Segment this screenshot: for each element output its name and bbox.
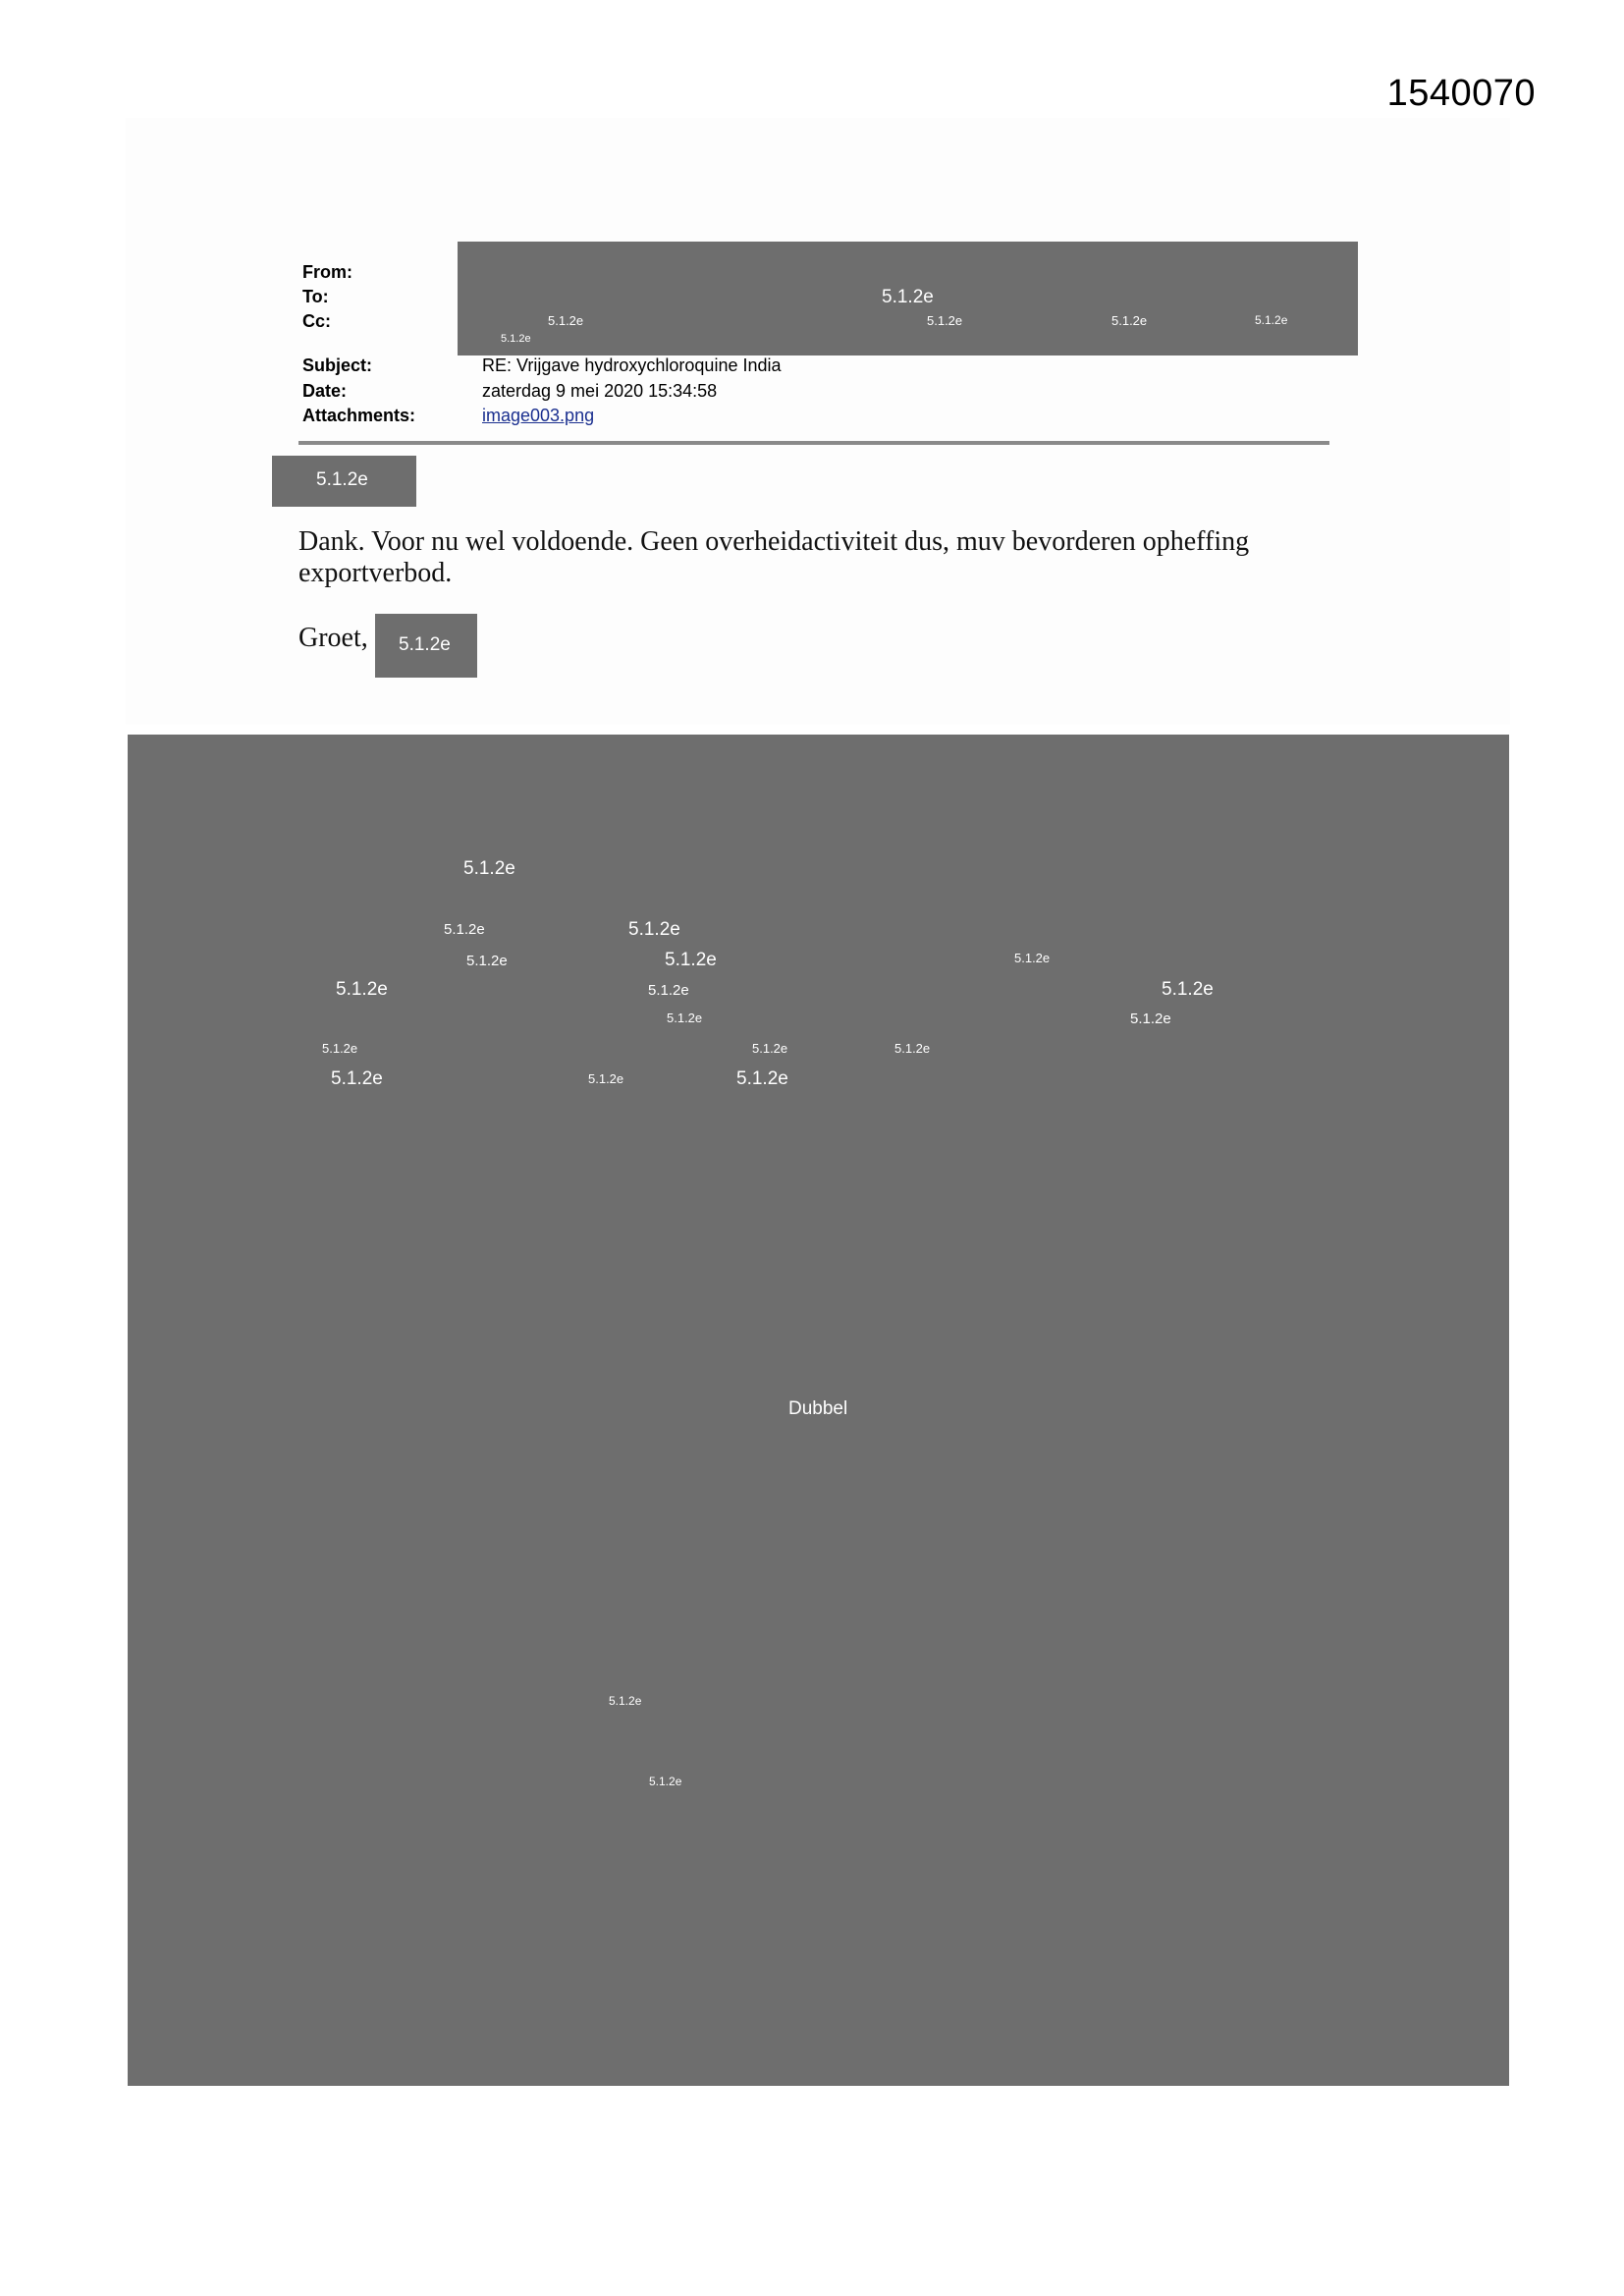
redaction-code: 5.1.2e bbox=[1255, 313, 1288, 327]
redaction-code: 5.1.2e bbox=[1162, 979, 1214, 1000]
image-redaction bbox=[128, 735, 1509, 2086]
redaction-code: 5.1.2e bbox=[331, 1068, 383, 1089]
recipients-redaction bbox=[458, 242, 1358, 355]
redaction-code: 5.1.2e bbox=[548, 313, 584, 328]
to-label: To: bbox=[302, 287, 329, 306]
subject-value: RE: Vrijgave hydroxychloroquine India bbox=[482, 355, 782, 375]
date-value: zaterdag 9 mei 2020 15:34:58 bbox=[482, 381, 718, 401]
redaction-code: 5.1.2e bbox=[588, 1071, 624, 1086]
date-label: Date: bbox=[302, 381, 348, 401]
document-number: 1540070 bbox=[1386, 73, 1536, 114]
redaction-code: 5.1.2e bbox=[444, 921, 485, 938]
header-divider bbox=[298, 441, 1329, 445]
subject-label: Subject: bbox=[302, 355, 373, 375]
redaction-code: 5.1.2e bbox=[649, 1775, 682, 1788]
redaction-label-dubbel: Dubbel bbox=[788, 1398, 848, 1419]
from-label: From: bbox=[302, 262, 352, 282]
message-text: Dank. Voor nu wel voldoende. Geen overheidactiviteit dus, muv bevorderen opheffing exportverbod. bbox=[298, 526, 1250, 588]
redaction-code: 5.1.2e bbox=[667, 1011, 703, 1025]
attachments-label: Attachments: bbox=[302, 406, 416, 425]
redaction-code: 5.1.2e bbox=[466, 953, 508, 969]
redaction-code: 5.1.2e bbox=[628, 919, 680, 940]
redaction-code: 5.1.2e bbox=[1130, 1011, 1171, 1027]
closing-text: Groet, bbox=[298, 623, 368, 653]
redaction-code: 5.1.2e bbox=[316, 469, 368, 490]
attachment-link[interactable]: image003.png bbox=[482, 406, 595, 425]
redaction-code: 5.1.2e bbox=[927, 313, 963, 328]
redaction-code: 5.1.2e bbox=[336, 979, 388, 1000]
redaction-code: 5.1.2e bbox=[463, 858, 515, 879]
redaction-code: 5.1.2e bbox=[609, 1694, 642, 1708]
redaction-code: 5.1.2e bbox=[1014, 951, 1051, 965]
redaction-code: 5.1.2e bbox=[399, 634, 451, 655]
salutation-redaction bbox=[272, 456, 416, 507]
redaction-code: 5.1.2e bbox=[665, 950, 717, 970]
redaction-code: 5.1.2e bbox=[501, 333, 531, 345]
cc-label: Cc: bbox=[302, 311, 332, 331]
redaction-code: 5.1.2e bbox=[752, 1041, 788, 1056]
redaction-code: 5.1.2e bbox=[322, 1041, 358, 1056]
redaction-code: 5.1.2e bbox=[1111, 313, 1148, 328]
signature-redaction bbox=[375, 614, 477, 678]
redaction-code: 5.1.2e bbox=[648, 982, 689, 999]
redaction-code: 5.1.2e bbox=[894, 1041, 931, 1056]
redaction-code: 5.1.2e bbox=[882, 287, 934, 307]
redaction-code: 5.1.2e bbox=[736, 1068, 788, 1089]
